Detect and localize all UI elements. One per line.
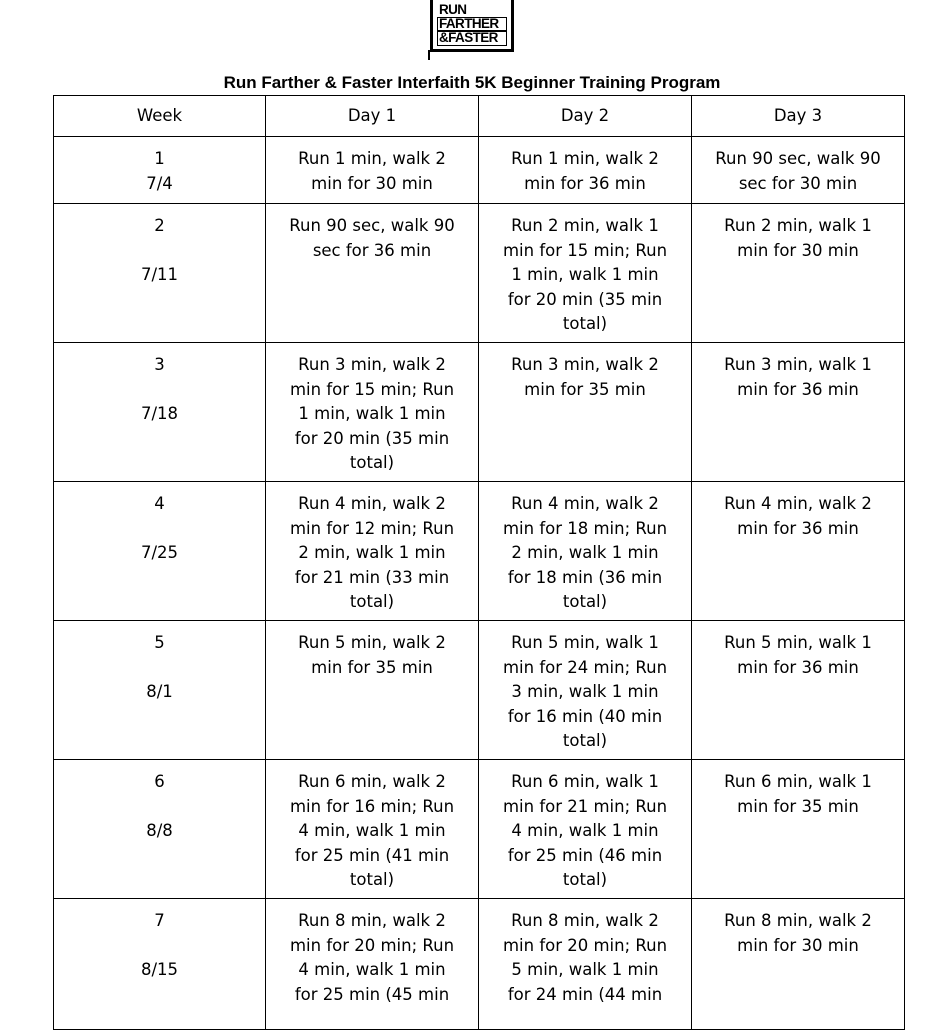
day-1-cell	[266, 621, 479, 760]
table-row	[54, 137, 905, 204]
day-1-cell	[266, 204, 479, 343]
table-header-row	[54, 96, 905, 137]
week-number: 4	[154, 494, 165, 513]
day-2-text: Run 4 min, walk 2 min for 18 min; Run 2 min, walk 1 min for 18 min (36 min total)	[502, 494, 668, 611]
day-1-cell	[266, 482, 479, 621]
logo-mark	[430, 0, 514, 52]
day-3-cell	[692, 204, 905, 343]
day-2-cell	[479, 343, 692, 482]
logo-line-3: &FASTER	[437, 31, 507, 46]
day-2-cell	[479, 760, 692, 899]
day-1-text: Run 5 min, walk 2 min for 35 min	[298, 633, 446, 677]
day-3-text: Run 2 min, walk 1 min for 30 min	[724, 216, 872, 260]
week-date: 7/11	[140, 265, 179, 284]
header-day-1: Day 1	[266, 96, 479, 137]
day-3-cell	[692, 482, 905, 621]
week-cell	[54, 621, 266, 760]
day-2-text: Run 2 min, walk 1 min for 15 min; Run 1 min, walk 1 min for 20 min (35 min total)	[502, 216, 668, 333]
table-row	[54, 760, 905, 899]
day-2-cell	[479, 204, 692, 343]
logo-line-1: RUN	[439, 2, 467, 18]
week-number: 1	[154, 149, 165, 168]
week-number: 3	[154, 355, 165, 374]
week-date: 8/1	[146, 682, 173, 701]
day-1-text: Run 6 min, walk 2 min for 16 min; Run 4 min, walk 1 min for 25 min (41 min total)	[289, 772, 455, 889]
day-2-cell	[479, 137, 692, 204]
day-3-cell	[692, 343, 905, 482]
table-row	[54, 204, 905, 343]
day-3-text: Run 3 min, walk 1 min for 36 min	[724, 355, 872, 399]
week-cell	[54, 482, 266, 621]
day-1-text: Run 4 min, walk 2 min for 12 min; Run 2 min, walk 1 min for 21 min (33 min total)	[289, 494, 455, 611]
logo	[428, 0, 516, 56]
day-1-text: Run 3 min, walk 2 min for 15 min; Run 1 min, walk 1 min for 20 min (35 min total)	[289, 355, 455, 472]
day-1-text: Run 90 sec, walk 90 sec for 36 min	[289, 216, 455, 260]
table-row	[54, 482, 905, 621]
day-3-cell	[692, 137, 905, 204]
week-date: 7/18	[140, 404, 179, 423]
week-cell	[54, 137, 266, 204]
week-number: 6	[154, 772, 165, 791]
day-3-text: Run 8 min, walk 2 min for 30 min	[724, 911, 872, 955]
day-3-text: Run 4 min, walk 2 min for 36 min	[724, 494, 872, 538]
week-date: 8/15	[140, 960, 179, 979]
header-day-3: Day 3	[692, 96, 905, 137]
week-cell	[54, 760, 266, 899]
table-row	[54, 621, 905, 760]
day-1-text: Run 8 min, walk 2 min for 20 min; Run 4 min, walk 1 min for 25 min (45 min	[289, 911, 455, 1004]
day-2-cell	[479, 621, 692, 760]
week-number: 7	[154, 911, 165, 930]
week-number: 2	[154, 216, 165, 235]
week-date: 8/8	[146, 821, 173, 840]
day-2-text: Run 3 min, walk 2 min for 35 min	[511, 355, 659, 399]
training-table	[53, 95, 905, 1030]
day-3-text: Run 5 min, walk 1 min for 36 min	[724, 633, 872, 677]
day-1-text: Run 1 min, walk 2 min for 30 min	[298, 149, 446, 193]
week-date: 7/4	[146, 173, 173, 193]
week-cell	[54, 343, 266, 482]
day-1-cell	[266, 343, 479, 482]
table-row	[54, 899, 905, 1030]
day-3-cell	[692, 899, 905, 1030]
day-3-text: Run 6 min, walk 1 min for 35 min	[724, 772, 872, 816]
day-1-cell	[266, 137, 479, 204]
week-cell	[54, 899, 266, 1030]
page-title: Run Farther & Faster Interfaith 5K Beginner Training Program	[223, 73, 721, 92]
day-3-text: Run 90 sec, walk 90 sec for 30 min	[715, 149, 881, 193]
day-1-cell	[266, 899, 479, 1030]
day-3-cell	[692, 621, 905, 760]
day-2-text: Run 5 min, walk 1 min for 24 min; Run 3 min, walk 1 min for 16 min (40 min total)	[502, 633, 668, 750]
day-2-cell	[479, 482, 692, 621]
day-3-cell	[692, 760, 905, 899]
table-row	[54, 343, 905, 482]
logo-divider	[428, 50, 430, 60]
day-2-text: Run 8 min, walk 2 min for 20 min; Run 5 min, walk 1 min for 24 min (44 min	[502, 911, 668, 1004]
day-1-cell	[266, 760, 479, 899]
day-2-text: Run 1 min, walk 2 min for 36 min	[511, 149, 659, 193]
day-2-text: Run 6 min, walk 1 min for 21 min; Run 4 min, walk 1 min for 25 min (46 min total)	[502, 772, 668, 889]
week-number: 5	[154, 633, 165, 652]
day-2-cell	[479, 899, 692, 1030]
logo-line-2: FARTHER	[437, 17, 507, 32]
header-week: Week	[54, 96, 266, 137]
week-date: 7/25	[140, 543, 179, 562]
week-cell	[54, 204, 266, 343]
header-day-2: Day 2	[479, 96, 692, 137]
